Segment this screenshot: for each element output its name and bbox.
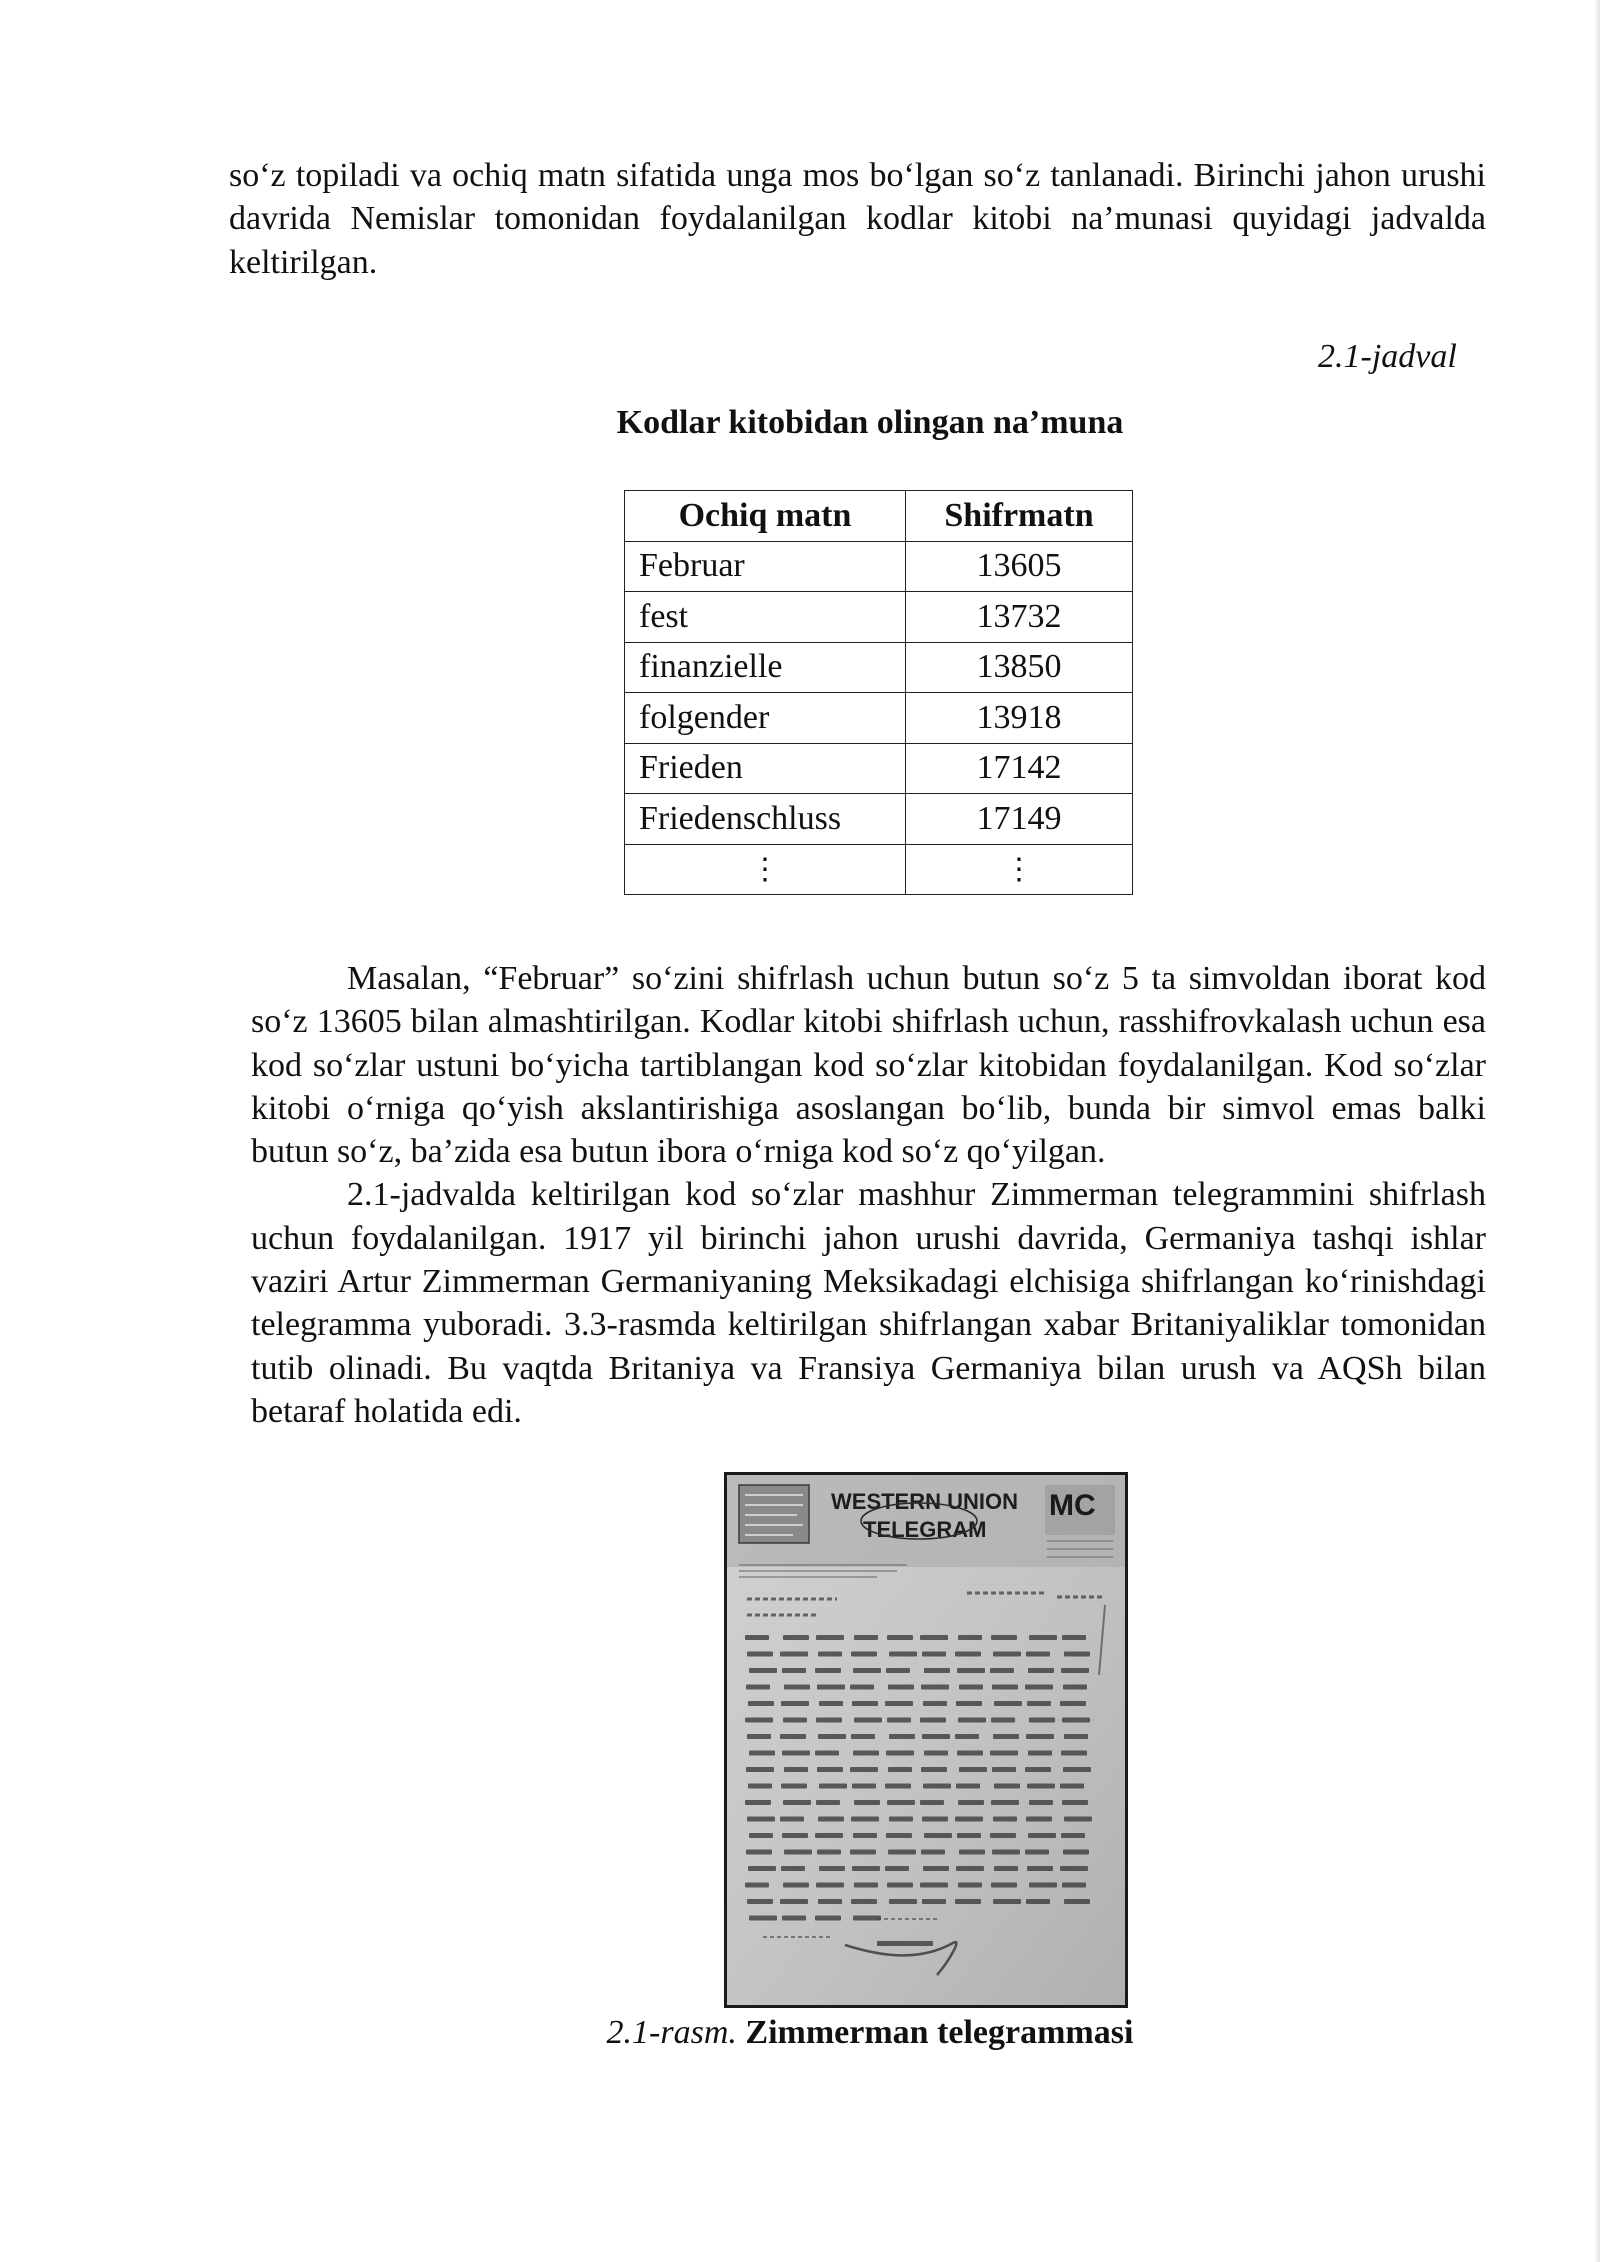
code-group-mark — [920, 1883, 948, 1888]
code-group-mark — [994, 1701, 1022, 1706]
code-group-mark — [991, 1635, 1017, 1640]
code-group-mark — [781, 1784, 807, 1789]
code-group-mark — [922, 1899, 946, 1904]
code-group-mark — [781, 1866, 805, 1871]
table-row — [625, 693, 1133, 744]
paragraph-example: Masalan, “Februar” so‘zini shifrlash uchun butun so‘z 5 ta simvoldan iborat kod so‘z 13605 bilan almashtirilgan. Kodlar kitobi shifrlash uchun, rasshifrovkalash uchun esa kod so‘zlar ustuni bo‘yicha tartiblangan kod so‘zlar kitobidan foydalanilgan. Kod so‘zlar kitobi o‘rniga qo‘yish akslantirishiga asoslangan bo‘lib, bunda bir simvol emas balki butun so‘z, ba’zida esa butun ibora o‘rniga kod so‘z qo‘yilgan. — [251, 960, 1486, 1171]
code-group-mark — [815, 1833, 843, 1838]
ciphertext-cell: 13918 — [906, 693, 1133, 744]
code-group-mark — [885, 1784, 911, 1789]
code-group-mark — [1061, 1833, 1085, 1838]
table-number-label: 2.1-jadval — [1318, 338, 1457, 375]
code-group-mark — [745, 1800, 771, 1805]
code-group-mark — [1064, 1734, 1088, 1739]
code-group-mark — [1029, 1800, 1053, 1805]
telegram-corner-mark: MC — [1049, 1489, 1096, 1522]
code-group-mark — [956, 1866, 984, 1871]
code-group-mark — [1062, 1635, 1086, 1640]
code-group-mark — [853, 1751, 879, 1756]
code-group-mark — [921, 1767, 947, 1772]
code-group-mark — [888, 1850, 916, 1855]
code-group-mark — [853, 1916, 881, 1921]
code-group-mark — [781, 1701, 809, 1706]
zimmerman-telegram-image — [724, 1472, 1128, 2008]
code-group-mark — [746, 1850, 772, 1855]
code-group-mark — [957, 1833, 981, 1838]
code-group-mark — [1027, 1866, 1053, 1871]
code-group-mark — [815, 1916, 841, 1921]
plaintext-cell: folgender — [625, 693, 906, 744]
code-group-mark — [922, 1817, 948, 1822]
code-group-mark — [852, 1784, 876, 1789]
code-group-mark — [924, 1668, 950, 1673]
code-group-mark — [889, 1817, 913, 1822]
code-group-mark — [850, 1685, 874, 1690]
code-group-mark — [992, 1767, 1016, 1772]
code-group-mark — [1026, 1652, 1050, 1657]
code-group-mark — [1026, 1734, 1054, 1739]
code-group-mark — [782, 1668, 806, 1673]
code-group-mark — [815, 1668, 841, 1673]
table-ellipsis-row — [625, 844, 1133, 895]
code-group-mark — [1029, 1883, 1057, 1888]
code-group-mark — [818, 1899, 842, 1904]
code-group-mark — [819, 1866, 845, 1871]
code-group-mark — [746, 1767, 774, 1772]
code-group-mark — [854, 1635, 878, 1640]
code-group-mark — [1061, 1751, 1087, 1756]
code-group-mark — [819, 1701, 843, 1706]
vertical-ellipsis: ⋮ — [750, 853, 780, 887]
code-group-mark — [850, 1850, 876, 1855]
code-group-mark — [816, 1883, 844, 1888]
code-group-mark — [1025, 1685, 1053, 1690]
ellipsis-cell — [625, 844, 906, 895]
code-group-mark — [818, 1734, 846, 1739]
code-group-mark — [922, 1734, 950, 1739]
code-group-mark — [886, 1751, 914, 1756]
code-group-mark — [749, 1751, 775, 1756]
code-group-mark — [991, 1718, 1015, 1723]
code-group-mark — [854, 1883, 878, 1888]
code-group-mark — [1064, 1899, 1090, 1904]
paragraph-zimmerman: 2.1-jadvalda keltirilgan kod so‘zlar mashhur Zimmerman telegrammini shifrlash uchun foydalanilgan. 1917 yil birinchi jahon urushi davrida, Germaniya tashqi ishlar vaziri Artur Zimmerman Germaniyaning Meksikadagi elchisiga shifrlangan ko‘rinishdagi telegramma yuboradi. 3.3-rasmda keltirilgan shifrlangan xabar Britaniyaliklar tomonidan tutib olinadi. Bu vaqtda Britaniya va Fransiya Germaniya bilan urush va AQSh bilan betaraf holatida edi. — [251, 1176, 1486, 1430]
plaintext-cell: fest — [625, 592, 906, 643]
code-group-mark — [747, 1817, 775, 1822]
code-group-mark — [956, 1784, 980, 1789]
code-group-mark — [1028, 1668, 1054, 1673]
code-group-mark — [748, 1784, 772, 1789]
code-group-mark — [745, 1635, 769, 1640]
code-group-mark — [783, 1883, 809, 1888]
code-group-mark — [780, 1899, 808, 1904]
code-group-mark — [955, 1734, 979, 1739]
code-group-mark — [955, 1817, 983, 1822]
code-group-mark — [780, 1652, 808, 1657]
code-group-mark — [1026, 1817, 1052, 1822]
code-group-mark — [851, 1817, 879, 1822]
code-group-mark — [817, 1767, 843, 1772]
vertical-ellipsis: ⋮ — [1004, 853, 1034, 887]
code-group-mark — [852, 1866, 880, 1871]
code-group-mark — [850, 1767, 878, 1772]
code-group-mark — [921, 1685, 949, 1690]
code-group-mark — [923, 1866, 949, 1871]
body-text — [251, 957, 1486, 1433]
code-group-mark — [780, 1817, 804, 1822]
code-group-mark — [747, 1652, 773, 1657]
code-group-mark — [1060, 1784, 1084, 1789]
code-group-mark — [784, 1767, 808, 1772]
code-group-mark — [886, 1833, 912, 1838]
code-group-mark — [749, 1668, 777, 1673]
code-group-mark — [959, 1850, 985, 1855]
code-group-mark — [1062, 1718, 1090, 1723]
code-group-mark — [990, 1668, 1014, 1673]
code-group-mark — [851, 1734, 875, 1739]
plaintext-cell: Februar — [625, 541, 906, 592]
code-group-mark — [853, 1833, 877, 1838]
code-group-mark — [745, 1883, 769, 1888]
code-group-mark — [1025, 1767, 1051, 1772]
code-group-mark — [783, 1718, 807, 1723]
code-group-mark — [782, 1751, 810, 1756]
code-group-mark — [818, 1652, 842, 1657]
code-group-mark — [1062, 1883, 1086, 1888]
code-group-mark — [992, 1685, 1018, 1690]
plaintext-cell: finanzielle — [625, 642, 906, 693]
code-group-mark — [1029, 1635, 1057, 1640]
code-group-mark — [889, 1652, 917, 1657]
table-row — [625, 541, 1133, 592]
code-group-mark — [923, 1701, 947, 1706]
code-group-mark — [1027, 1784, 1055, 1789]
code-group-mark — [854, 1718, 882, 1723]
table-row — [625, 794, 1133, 845]
code-group-mark — [888, 1685, 914, 1690]
telegram-illustration — [727, 1475, 1125, 2005]
code-group-mark — [921, 1850, 945, 1855]
code-group-mark — [923, 1784, 951, 1789]
code-group-mark — [887, 1718, 911, 1723]
code-group-mark — [749, 1833, 773, 1838]
code-group-mark — [922, 1652, 946, 1657]
code-group-mark — [1063, 1767, 1091, 1772]
code-group-mark — [991, 1800, 1019, 1805]
code-group-mark — [783, 1800, 811, 1805]
code-group-mark — [1026, 1899, 1050, 1904]
code-group-mark — [920, 1718, 946, 1723]
code-group-mark — [957, 1751, 983, 1756]
code-group-mark — [1060, 1701, 1086, 1706]
code-group-mark — [993, 1734, 1019, 1739]
ciphertext-cell: 17142 — [906, 743, 1133, 794]
code-group-mark — [1060, 1866, 1088, 1871]
code-group-mark — [749, 1916, 777, 1921]
code-group-mark — [1027, 1701, 1051, 1706]
code-group-mark — [1025, 1850, 1049, 1855]
code-group-mark — [924, 1833, 952, 1838]
code-group-mark — [993, 1652, 1021, 1657]
code-group-mark — [994, 1784, 1020, 1789]
code-group-mark — [816, 1800, 840, 1805]
code-group-mark — [887, 1883, 913, 1888]
plaintext-cell: Friedenschluss — [625, 794, 906, 845]
code-group-mark — [959, 1767, 987, 1772]
code-group-mark — [958, 1635, 982, 1640]
code-group-mark — [851, 1652, 877, 1657]
code-group-mark — [816, 1635, 844, 1640]
code-group-mark — [1063, 1685, 1087, 1690]
code-group-mark — [1029, 1718, 1055, 1723]
table-row — [625, 642, 1133, 693]
code-group-mark — [818, 1817, 844, 1822]
code-group-mark — [1063, 1850, 1089, 1855]
column-header-ciphertext: Shifrmatn — [906, 491, 1133, 542]
code-group-mark — [852, 1701, 878, 1706]
code-group-mark — [959, 1685, 983, 1690]
code-group-mark — [889, 1734, 915, 1739]
code-group-mark — [958, 1718, 986, 1723]
code-group-mark — [887, 1635, 913, 1640]
code-group-mark — [1028, 1751, 1052, 1756]
code-group-mark — [816, 1718, 842, 1723]
code-group-mark — [885, 1866, 909, 1871]
code-group-mark — [748, 1866, 776, 1871]
code-group-mark — [784, 1850, 812, 1855]
code-group-mark — [780, 1734, 806, 1739]
code-group-mark — [746, 1685, 770, 1690]
code-group-mark — [815, 1751, 839, 1756]
code-group-mark — [1028, 1833, 1056, 1838]
figure-title: Zimmerman telegrammasi — [745, 2014, 1134, 2051]
column-header-plaintext: Ochiq matn — [625, 491, 906, 542]
ellipsis-cell — [906, 844, 1133, 895]
code-group-mark — [992, 1850, 1020, 1855]
code-group-mark — [854, 1800, 880, 1805]
code-group-mark — [819, 1784, 847, 1789]
code-group-mark — [993, 1899, 1021, 1904]
code-group-mark — [993, 1817, 1017, 1822]
code-group-mark — [886, 1668, 910, 1673]
code-group-mark — [1064, 1817, 1092, 1822]
code-group-mark — [955, 1652, 981, 1657]
code-group-mark — [956, 1701, 982, 1706]
code-group-mark — [783, 1635, 809, 1640]
code-group-mark — [991, 1883, 1017, 1888]
code-group-mark — [990, 1751, 1018, 1756]
code-group-mark — [817, 1850, 841, 1855]
ciphertext-cell: 13605 — [906, 541, 1133, 592]
code-group-mark — [994, 1866, 1018, 1871]
code-group-mark — [955, 1899, 981, 1904]
codebook-table — [624, 490, 1133, 895]
code-group-mark — [990, 1833, 1016, 1838]
ciphertext-cell: 13850 — [906, 642, 1133, 693]
code-group-mark — [784, 1685, 810, 1690]
code-group-mark — [889, 1899, 917, 1904]
code-group-mark — [924, 1751, 948, 1756]
telegram-header-line2: TELEGRAM — [863, 1517, 987, 1542]
code-group-mark — [877, 1941, 933, 1946]
code-group-mark — [853, 1668, 881, 1673]
code-group-mark — [887, 1800, 915, 1805]
table-header-row — [625, 491, 1133, 542]
code-group-mark — [817, 1685, 845, 1690]
code-group-mark — [1064, 1652, 1090, 1657]
code-group-mark — [748, 1701, 774, 1706]
code-group-mark — [1061, 1668, 1089, 1673]
code-group-mark — [782, 1833, 808, 1838]
code-group-mark — [958, 1883, 982, 1888]
page-edge-shadow — [1594, 0, 1600, 2262]
code-group-mark — [957, 1668, 985, 1673]
code-group-mark — [920, 1635, 948, 1640]
table-row — [625, 592, 1133, 643]
code-group-mark — [782, 1916, 806, 1921]
ciphertext-cell: 13732 — [906, 592, 1133, 643]
figure-caption — [0, 2014, 1600, 2052]
code-group-mark — [958, 1800, 984, 1805]
intro-paragraph: so‘z topiladi va ochiq matn sifatida unga mos bo‘lgan so‘z tanlanadi. Birinchi jahon urushi davrida Nemislar tomonidan foydalanilgan kodlar kitobi na’munasi quyidagi jadvalda keltirilgan. — [229, 157, 1486, 281]
code-group-mark — [888, 1767, 912, 1772]
code-group-mark — [745, 1718, 773, 1723]
telegram-header-line1: WESTERN UNION — [831, 1489, 1018, 1514]
code-group-mark — [885, 1701, 913, 1706]
figure-number-label: 2.1-rasm. — [606, 2014, 737, 2051]
code-group-mark — [851, 1899, 877, 1904]
code-group-mark — [747, 1734, 771, 1739]
code-group-mark — [920, 1800, 944, 1805]
table-title: Kodlar kitobidan olingan na’muna — [616, 404, 1124, 441]
ciphertext-cell: 17149 — [906, 794, 1133, 845]
plaintext-cell: Frieden — [625, 743, 906, 794]
code-group-mark — [1062, 1800, 1088, 1805]
table-row — [625, 743, 1133, 794]
code-group-mark — [747, 1899, 773, 1904]
